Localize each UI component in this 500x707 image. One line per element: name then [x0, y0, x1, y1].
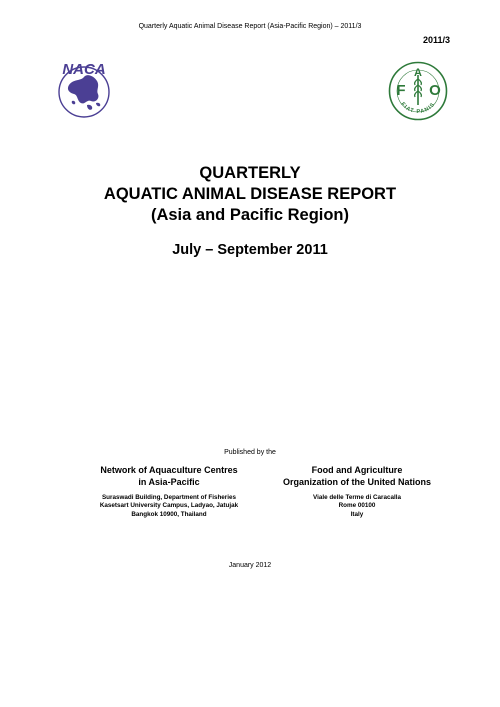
report-period: July – September 2011	[172, 242, 328, 258]
fao-letter-f: F	[396, 82, 406, 99]
publisher-naca	[74, 465, 264, 519]
report-title-line-1: QUARTERLY	[199, 164, 301, 182]
publisher-address: Suraswadi Building, Department of Fisheries Kasetsart University Campus, Ladyao, Jatujak Bangkok 10900, Thailand	[99, 494, 239, 518]
publisher-fao	[262, 465, 452, 519]
naca-logo	[51, 57, 117, 123]
running-header: Quarterly Aquatic Animal Disease Report (Asia-Pacific Region) – 2011/3	[138, 23, 362, 30]
publisher-address: Viale delle Terme di Caracalla Rome 00100 Italy	[313, 494, 401, 518]
fao-letter-a: A	[414, 67, 422, 79]
published-by-label: Published by the	[224, 449, 276, 456]
report-title	[0, 163, 500, 226]
fao-logo	[388, 61, 448, 121]
fao-letter-o: O	[429, 82, 441, 99]
publication-date: January 2012	[228, 562, 272, 569]
report-title-line-3: (Asia and Pacific Region)	[150, 206, 350, 224]
asia-map-shape	[68, 75, 99, 103]
issue-number: 2011/3	[422, 35, 450, 45]
publisher-name: Food and Agriculture Organization of the United Nations	[283, 465, 431, 487]
naca-logo-text: NACA	[62, 61, 106, 78]
fao-motto: FIAT PANIS	[399, 101, 437, 116]
report-title-line-2: AQUATIC ANIMAL DISEASE REPORT	[103, 185, 397, 203]
publisher-name: Network of Aquaculture Centres in Asia-Pacific	[100, 465, 238, 487]
